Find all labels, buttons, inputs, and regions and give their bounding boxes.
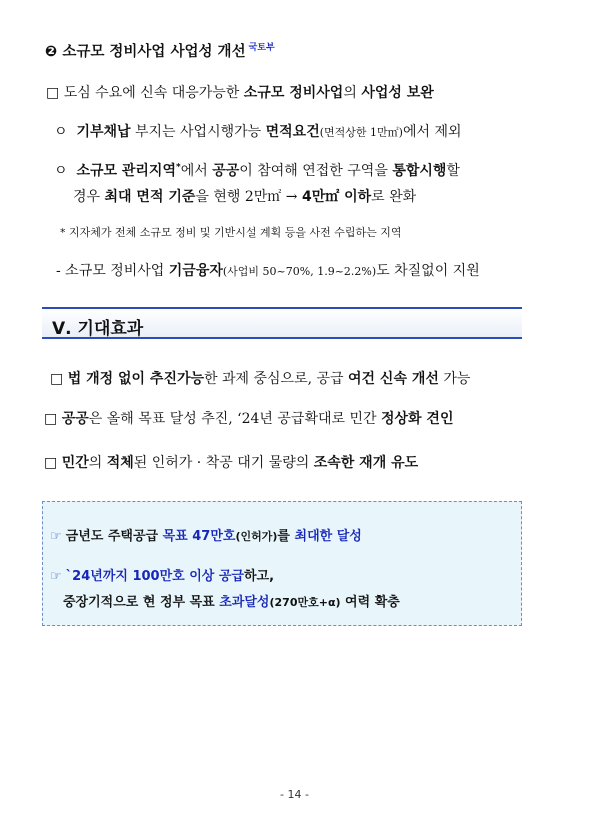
- callout-line: [50, 525, 362, 544]
- sub-item-text: 에서 제외: [402, 124, 462, 140]
- ministry-tag: 국토부: [248, 43, 275, 54]
- callout-line: [50, 565, 274, 584]
- effect-bold: 정상화 견인: [380, 411, 454, 427]
- effect-item: [50, 368, 470, 388]
- main-item-text: 도심 수요에 신속 대응가능한: [63, 85, 244, 101]
- checkbox-square: □: [46, 85, 60, 101]
- sub-item-small: (사업비 50~70%, 1.9~2.2%): [222, 265, 377, 278]
- effect-bold: 적체: [106, 455, 134, 471]
- effect-text: 은 올해 목표 달성 추진, ‘24년 공급확대로 민간: [88, 411, 381, 427]
- main-item-bold: 사업성 보완: [361, 85, 434, 101]
- sub-item-text: 을 현행 2만㎡ →: [195, 189, 302, 205]
- sub-item-bold: 통합시행: [392, 163, 447, 179]
- sub-item-text: 경우: [73, 189, 105, 205]
- callout-highlight: 목표 47만호: [162, 529, 236, 544]
- callout-text: 금년도 주택공급: [65, 529, 163, 544]
- sub-item-text: 소규모 정비사업: [60, 263, 169, 279]
- footnote: * 지자체가 전체 소규모 정비 및 기반시설 계획 등을 사전 수립하는 지역: [60, 226, 402, 239]
- checkbox-square: □: [44, 455, 58, 471]
- sub-item-fund-loan: [56, 260, 480, 280]
- sub-item-bold: 4만㎡ 이하: [301, 189, 372, 205]
- callout-box: [42, 501, 522, 626]
- section-title: 소규모 정비사업 사업성 개선: [62, 44, 246, 60]
- section-number: ❷: [45, 44, 58, 60]
- effect-bold: 공공: [61, 411, 89, 427]
- main-item-bold: 소규모 정비사업: [243, 85, 344, 101]
- pointing-hand-icon: ☞: [50, 569, 62, 584]
- sub-item-bold: 기부채납: [76, 124, 131, 140]
- footnote-marker: *: [175, 162, 181, 173]
- callout-highlight: `24년까지 100만호 이상 공급: [65, 569, 244, 584]
- sub-item-management-area-cont: [73, 186, 416, 206]
- sub-item-management-area: [54, 160, 460, 180]
- sub-item-donation: [54, 121, 462, 141]
- checkbox-square: □: [50, 371, 64, 387]
- callout-text: 하고,: [243, 569, 275, 584]
- sub-item-text: 도 차질없이 지원: [376, 263, 480, 279]
- callout-text: 중장기적으로 현 정부 목표: [63, 595, 220, 610]
- sub-item-text: 이 참여해 연접한 구역을: [239, 163, 393, 179]
- sub-item-bold: 소규모 관리지역: [76, 163, 176, 179]
- sub-item-bold: 기금융자: [168, 263, 223, 279]
- sub-item-bold: 면적요건: [265, 124, 320, 140]
- chapter-title: Ⅴ. 기대효과: [52, 319, 144, 339]
- sub-item-bold: 공공: [212, 163, 240, 179]
- sub-item-text: 할: [446, 163, 460, 179]
- effect-item: [44, 408, 453, 428]
- effect-item: [44, 452, 418, 472]
- effect-text: 한 과제 중심으로, 공급: [204, 371, 348, 387]
- bullet: ㅇ: [54, 163, 68, 179]
- sub-item-text: 부지는 사업시행가능: [130, 124, 266, 140]
- chapter-header: [42, 307, 522, 339]
- callout-text: 여력 확충: [340, 595, 400, 610]
- callout-text: 를: [277, 529, 295, 544]
- sub-item-text: 에서: [180, 163, 213, 179]
- effect-bold: 민간: [61, 455, 89, 471]
- main-item: [46, 82, 434, 102]
- effect-text: 가능: [438, 371, 471, 387]
- sub-item-bold: 최대 면적 기준: [104, 189, 196, 205]
- dash-bullet: -: [56, 263, 61, 279]
- callout-highlight: 최대한 달성: [294, 529, 362, 544]
- effect-text: 의: [88, 455, 107, 471]
- sub-item-small: (면적상한 1만㎡): [319, 126, 403, 139]
- callout-small: (인허가): [235, 530, 278, 543]
- page-number: - 14 -: [280, 788, 309, 801]
- checkbox-square: □: [44, 411, 58, 427]
- effect-bold: 여건 신속 개선: [348, 371, 439, 387]
- callout-highlight: 초과달성: [219, 595, 270, 610]
- effect-bold: 조속한 재개 유도: [313, 455, 419, 471]
- pointing-hand-icon: ☞: [50, 529, 62, 544]
- sub-item-text: 로 완화: [371, 189, 417, 205]
- effect-bold: 법 개정 없이 추진가능: [67, 371, 205, 387]
- effect-text: 된 인허가 · 착공 대기 물량의: [133, 455, 314, 471]
- callout-line: [63, 591, 400, 610]
- bullet: ㅇ: [54, 124, 68, 140]
- callout-small: (270만호+α): [269, 596, 341, 609]
- section-heading: [45, 40, 275, 61]
- main-item-text: 의: [343, 85, 362, 101]
